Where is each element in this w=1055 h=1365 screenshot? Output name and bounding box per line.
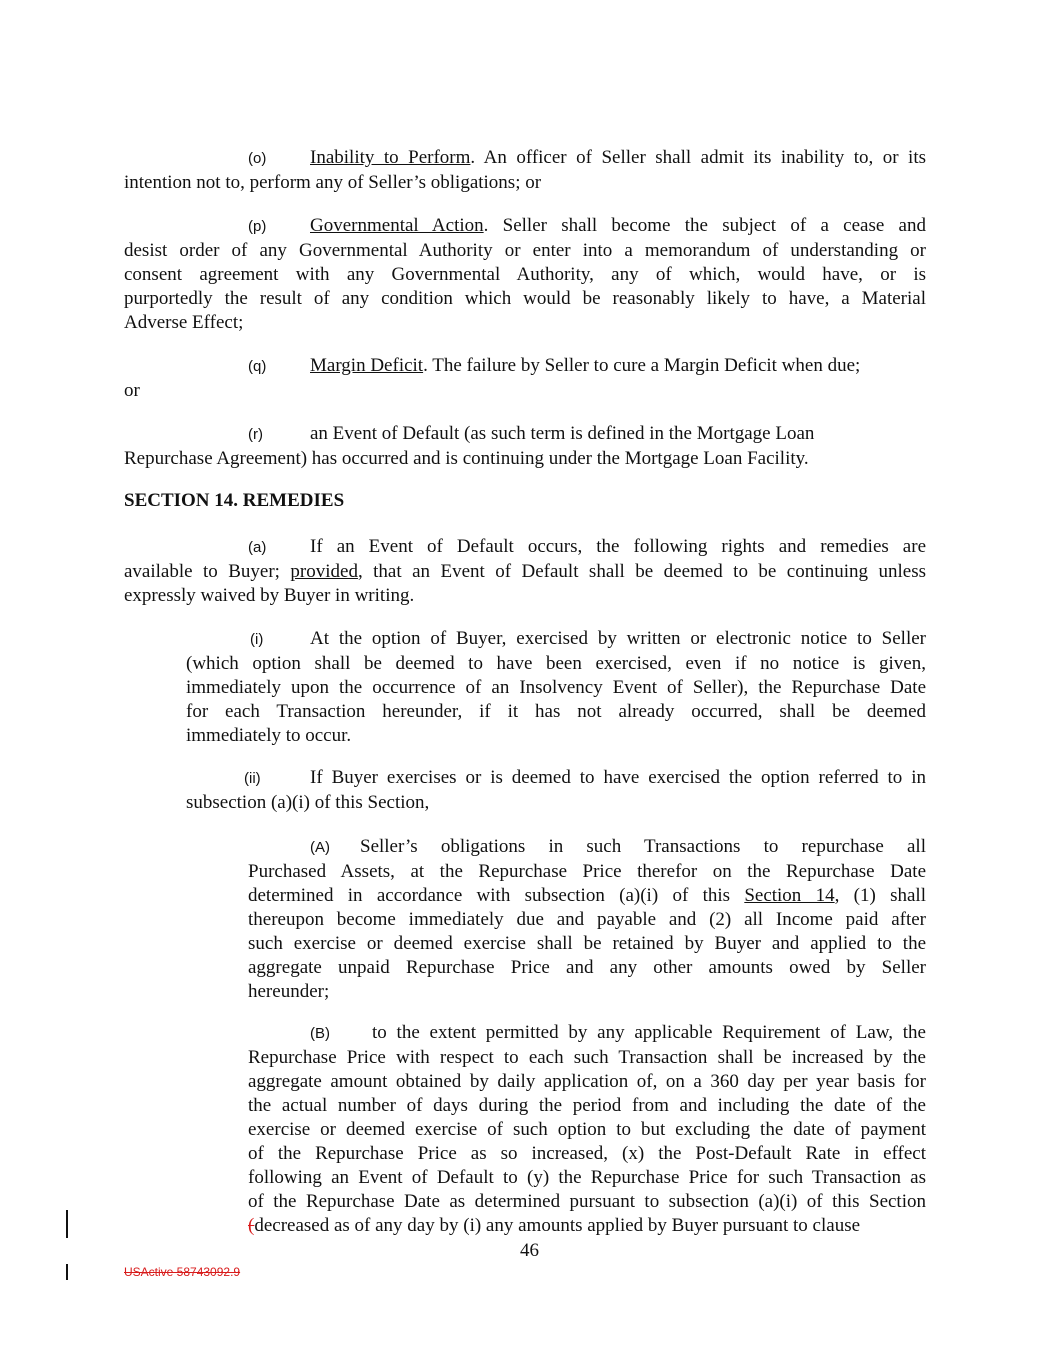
clause-tag: (a) bbox=[248, 539, 267, 556]
deleted-character: ( bbox=[248, 1215, 255, 1236]
paragraph-a: (a) If an Event of Default occurs, the following rights and remedies are available to Buyer; provided, that an Event of Default shall be deemed to be continuing unless expressly waived by Buyer in writing. bbox=[124, 536, 926, 606]
clause-tag: (B) bbox=[310, 1025, 330, 1042]
document-id-footer: USActive 58743092.9 bbox=[124, 1265, 241, 1279]
provided-term: provided bbox=[290, 561, 358, 582]
page-number: 46 bbox=[520, 1240, 539, 1261]
clause-tag: (o) bbox=[248, 150, 267, 167]
paragraph-i: (i) At the option of Buyer, exercised by written or electronic notice to Seller (which option shall be deemed to have been exercised, even if no notice is given, immediately upon the occurrence of an Insolvency Event of Seller), the Repurchase Date for each Transaction hereunder, if it has not already occurred, shall be deemed immediately to occur. bbox=[186, 628, 926, 746]
change-bar bbox=[66, 1264, 68, 1280]
clause-tag: (i) bbox=[250, 631, 264, 648]
clause-tag: (q) bbox=[248, 358, 267, 375]
clause-title: Inability to Perform bbox=[310, 147, 471, 168]
section-reference: Section 14 bbox=[744, 885, 835, 906]
clause-tag: (A) bbox=[310, 839, 330, 856]
paragraph-o: (o) Inability to Perform. An officer of Seller shall admit its inability to, or its intention not to, perform any of Seller’s obligations; or bbox=[124, 147, 927, 193]
clause-title: Margin Deficit bbox=[310, 355, 424, 376]
paragraph-A: (A) Seller’s obligations in such Transactions to repurchase all Purchased Assets, at the Repurchase Price therefor on the Repurchase Date determined in accordance with subsection (a)(i) of this Section 14, (1) shall thereupon become immediately due and payable and (2) all Income paid after such exercise or deemed exercise shall be retained by Buyer and applied to the aggregate unpaid Repurchase Price and any other amounts owed by Seller hereunder; bbox=[248, 836, 926, 1002]
paragraph-r: (r) an Event of Default (as such term is defined in the Mortgage Loan Repurchase Agreement) has occurred and is continuing under the Mortgage Loan Facility. bbox=[124, 423, 815, 469]
section-heading: SECTION 14. REMEDIES bbox=[124, 490, 345, 511]
paragraph-B: (B) to the extent permitted by any applicable Requirement of Law, the Repurchase Price with respect to each such Transaction shall be increased by the aggregate amount obtained by daily application of, on a 360 day per year basis for the actual number of days during the period from and including the date of the exercise or deemed exercise of such option to but excluding the date of payment of the Repurchase Price as so increased, (x) the Post-Default Rate in effect following an Event of Default to (y) the Repurchase Price for such Transaction as of the Repurchase Date as determined pursuant to subsection (a)(i) of this Section (decreased as of any day by (i) any amounts applied by Buyer pursuant to clause bbox=[248, 1022, 926, 1236]
clause-tag: (r) bbox=[248, 426, 263, 443]
clause-tag: (p) bbox=[248, 218, 267, 235]
change-bar bbox=[66, 1210, 68, 1238]
paragraph-p: (p) Governmental Action. Seller shall become the subject of a cease and desist order of any Governmental Authority or enter into a memorandum of understanding or consent agreement with any Governmental Authority, any of which, would have, or is purportedly the result of any condition which would be reasonably likely to have, a Material Adverse Effect; bbox=[124, 215, 926, 333]
clause-title: Governmental Action bbox=[310, 215, 484, 236]
clause-tag: (ii) bbox=[244, 770, 261, 787]
paragraph-ii: (ii) If Buyer exercises or is deemed to have exercised the option referred to in subsection (a)(i) of this Section, bbox=[186, 767, 926, 813]
paragraph-q: (q) Margin Deficit. The failure by Seller to cure a Margin Deficit when due; or bbox=[124, 355, 861, 401]
